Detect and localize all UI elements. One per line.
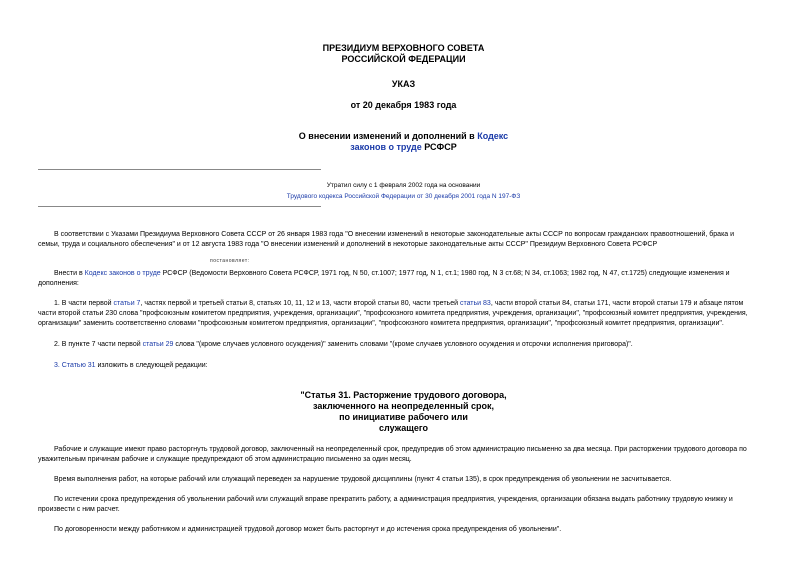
article-paragraph-2: Время выполнения работ, на которые рабочий или служащий переведен за нарушение трудовой дисциплины (пункт 4 статьи 135), в срок предупреждения об увольнении не засчитывается. (54, 476, 672, 483)
paragraph-4 (38, 339, 768, 350)
article-paragraph-3-line-1: По истечении срока предупреждения об увольнении рабочий или служащий вправе прекратить работу, а администрация предприятия, учреждения, организации обязана выдать работнику трудовую книжку и (54, 496, 733, 503)
article-paragraph-1-line-2: уважительным причинам рабочие и служащие предупреждают об этом администрацию письменно за один месяц. (38, 456, 412, 463)
postanovlyaet: постановляет: (210, 258, 250, 264)
doc-title-line-2 (0, 142, 807, 153)
p4-pre: 2. В пункте 7 части первой (54, 341, 143, 348)
link-statya-29[interactable]: статьи 29 (142, 341, 174, 348)
p2-post: РСФСР (Ведомости Верховного Совета РСФСР, 1971 год, N 50, ст.1007; 1977 год, N 1, ст.1; 1980 год, N 3 ст.68; N 34, ст.1063; 1982 год, N 47, ст.1725) следующие изменения и (160, 270, 730, 277)
divider-top (38, 169, 321, 170)
article-paragraph-1-line-1: Рабочие и служащие имеют право расторгнуть трудовой договор, заключенный на неопределенный срок, предупредив об этом администрацию письменно за два месяца. При расторжении трудового договора по (54, 446, 747, 453)
paragraph-3-line-3: организации" заменить соответственно словами "профсоюзным комитетом предприятия, организации", "профсоюзного комитета предприятия, организации", "профсоюзный комитет предприятия, организации". (38, 320, 724, 327)
article-title-line-1: "Статья 31. Расторжение трудового договора, (300, 390, 507, 400)
doc-type: УКАЗ (391, 79, 416, 89)
link-statya-7[interactable]: статьи 7 (113, 300, 141, 307)
link-punkt-3[interactable]: 3. (54, 362, 60, 369)
doc-date: от 20 декабря 1983 года (350, 100, 457, 110)
link-statya-83[interactable]: статьи 83 (459, 300, 491, 307)
title-link-zakonov[interactable]: законов о труде (350, 142, 422, 152)
article-paragraph-3-line-2: произвести с ним расчет. (38, 506, 120, 513)
p3-mid: , частях первой и третьей статьи 8, статьях 10, 11, 12 и 13, части второй статьи 80, части третьей (140, 300, 460, 307)
p5-post: изложить в следующей редакции: (95, 362, 208, 369)
link-statya-31[interactable]: Статью 31 (61, 362, 96, 369)
paragraph-3-line-2: части второй статьи 230 слова "профсоюзным комитетом предприятия, учреждения, организации", "профсоюзного комитета предприятия, учреждения, организации", "профсоюзный комитет предприятия, учреждения, (38, 310, 748, 317)
p4-post: слова "(кроме случаев условного осуждения)" заменить словами "(кроме случаев условного осуждения и отсрочки исполнения приговора)". (173, 341, 633, 348)
article-paragraph-4: По договоренности между работником и администрацией трудовой договор может быть расторгнут и до истечения срока предупреждения об увольнении". (54, 526, 562, 533)
article-title-line-3: по инициативе рабочего или (339, 412, 468, 422)
paragraph-5 (38, 360, 768, 371)
paragraph-2-line-2: дополнения: (38, 280, 79, 287)
p2-pre: Внести в (54, 270, 85, 277)
divider-bottom (38, 206, 321, 207)
paragraph-1-line-1: В соответствии с Указами Президиума Верховного Совета СССР от 26 января 1983 года "О внесении изменений в некоторые законодательные акты СССР по вопросам гражданских правоотношений, брака и (54, 231, 735, 238)
article-title-line-4: служащего (379, 423, 428, 433)
header-line-1: ПРЕЗИДИУМ ВЕРХОВНОГО СОВЕТА (322, 43, 485, 53)
article-title-line-2: заключенного на неопределенный срок, (312, 401, 494, 411)
header-line-2: РОССИЙСКОЙ ФЕДЕРАЦИИ (341, 54, 466, 64)
title-post: РСФСР (421, 142, 457, 152)
doc-title-line-1 (0, 131, 807, 142)
validity-link[interactable]: Трудового кодекса Российской Федерации от 30 декабря 2001 года N 197-ФЗ (286, 193, 521, 200)
paragraph-1-line-2: семьи, труда и социального обеспечения" и от 12 августа 1983 года "О внесении изменений и дополнений в некоторые законодательные акты СССР" Президиум Верховного Совета РСФСР (38, 241, 658, 248)
p3-post: , части второй статьи 84, статьи 171, части второй статьи 179 и абзаце пятом (490, 300, 744, 307)
title-pre: О внесении изменений и дополнений в (298, 131, 478, 141)
p3-pre: 1. В части первой (54, 300, 114, 307)
validity-line-1: Утратил силу с 1 февраля 2002 года на основании (326, 182, 481, 189)
link-kodeks-zakonov[interactable]: Кодекс законов о труде (84, 270, 161, 277)
title-link-kodeks[interactable]: Кодекс (477, 131, 509, 141)
